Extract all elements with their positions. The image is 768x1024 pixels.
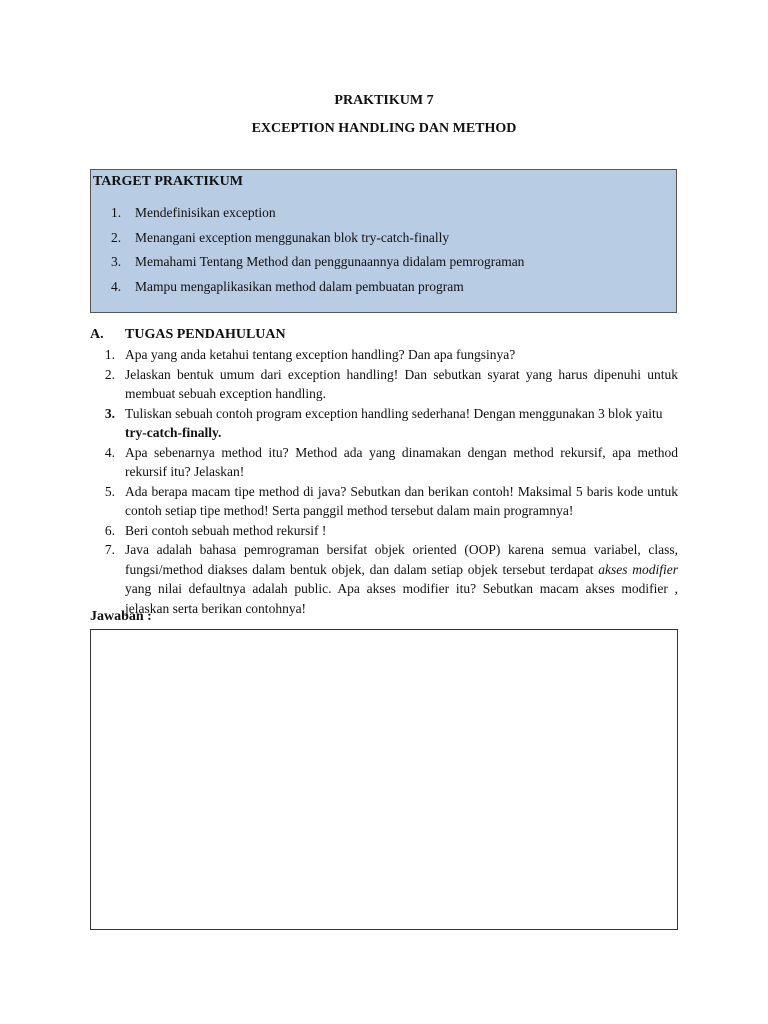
task-text: Ada berapa macam tipe method di java? Sebutkan dan berikan contoh! Maksimal 5 baris kode untuk contoh setiap tipe method! Serta panggil method tersebut dalam main programnya! [125, 483, 678, 518]
section-title: TUGAS PENDAHULUAN [125, 327, 286, 342]
page-title: PRAKTIKUM 7 [334, 93, 434, 108]
section-letter: A. [90, 327, 104, 342]
target-heading: TARGET PRAKTIKUM [93, 174, 243, 189]
task-number: 6. [104, 522, 115, 538]
target-item-number: 2. [111, 229, 122, 245]
task-text-bold: try-catch-finally. [125, 425, 222, 440]
task-text [125, 404, 678, 443]
task-text: Jelaskan bentuk umum dari exception handling! Dan sebutkan syarat yang harus dipenuhi untuk membuat sebuah exception handling. [125, 366, 678, 401]
task-text: Apa yang anda ketahui tentang exception handling? Dan apa fungsinya? [125, 347, 516, 362]
target-praktikum-box [90, 169, 677, 313]
target-item-text: Mampu mengaplikasikan method dalam pembuatan program [135, 278, 464, 294]
task-number: 2. [104, 366, 115, 382]
task-text-main: Tuliskan sebuah contoh program exception handling sederhana! Dengan menggunakan 3 blok yaitu [125, 405, 663, 421]
task-text [125, 540, 678, 618]
target-item-text: Memahami Tentang Method dan penggunaannya didalam pemrograman [135, 254, 525, 269]
task-list [90, 345, 678, 618]
page-subtitle: EXCEPTION HANDLING DAN METHOD [251, 121, 517, 136]
task-number: 5. [104, 483, 115, 499]
task-number: 3. [104, 405, 115, 421]
target-item-number: 4. [111, 278, 122, 294]
task-item [90, 443, 678, 482]
task-number: 4. [104, 444, 115, 460]
task-text: Apa sebenarnya method itu? Method ada yang dinamakan dengan method rekursif, apa method rekursif itu? Jelaskan! [125, 444, 678, 479]
target-item-number: 1. [111, 205, 122, 220]
answer-box[interactable] [90, 629, 678, 930]
task-item [90, 521, 678, 541]
task-text-italic: akses modifier [598, 561, 678, 577]
answer-label: Jawaban : [90, 609, 152, 624]
task-item [90, 345, 678, 365]
task-text-after: yang nilai defaultnya adalah public. Apa akses modifier itu? Sebutkan macam akses modifier , jelaskan serta berikan contohnya! [125, 581, 678, 616]
task-item [90, 540, 678, 618]
task-number: 1. [104, 347, 115, 362]
target-item-number: 3. [111, 254, 122, 269]
target-item-text: Mendefinisikan exception [135, 205, 276, 220]
task-number: 7. [104, 542, 115, 557]
task-item [90, 365, 678, 404]
task-text-before: Java adalah bahasa pemrograman bersifat objek oriented (OOP) karena semua variabel, class, fungsi/method diakses dalam bentuk objek, dan dalam setiap objek tersebut terdapat [125, 542, 678, 577]
target-item-text: Menangani exception menggunakan blok try-catch-finally [135, 229, 450, 245]
task-text: Beri contoh sebuah method rekursif ! [125, 522, 327, 538]
task-item [90, 482, 678, 521]
task-item [90, 404, 678, 443]
